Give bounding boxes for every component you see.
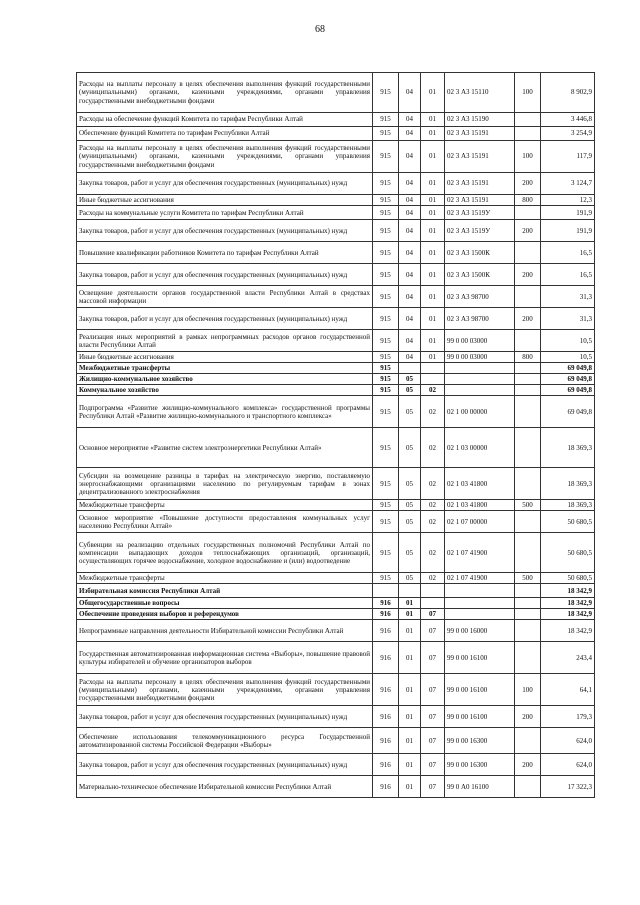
row-pr-cell: 01 xyxy=(421,308,445,330)
row-pr-cell: 02 xyxy=(421,385,445,396)
row-name-cell: Расходы на выплаты персоналу в целях обеспечения выполнения функций государственными (муниципальными) органами, казенными учреждениями, органами управления государственными внебюджетными фондами xyxy=(77,141,373,173)
row-vr-cell: 200 xyxy=(515,173,541,195)
row-name-cell: Закупка товаров, работ и услуг для обеспечения государственных (муниципальных) нужд xyxy=(77,264,373,286)
row-sum-cell: 624,0 xyxy=(541,754,595,776)
row-csr-cell: 99 0 00 03000 xyxy=(445,352,515,363)
row-rz-cell: 04 xyxy=(399,173,421,195)
row-sum-cell: 12,3 xyxy=(541,195,595,206)
row-rz-cell: 05 xyxy=(399,511,421,533)
row-pr-cell: 07 xyxy=(421,776,445,798)
budget-table-body xyxy=(77,73,595,798)
row-vr-cell xyxy=(515,113,541,127)
row-ved-cell: 915 xyxy=(373,141,399,173)
row-name-cell: Обеспечение проведения выборов и референдумов xyxy=(77,609,373,620)
row-csr-cell: 02 3 А3 15191 xyxy=(445,127,515,141)
row-vr-cell xyxy=(515,728,541,754)
row-pr-cell xyxy=(421,584,445,598)
table-row xyxy=(77,352,595,363)
row-vr-cell xyxy=(515,396,541,428)
table-row xyxy=(77,330,595,352)
row-name-cell: Повышение квалификации работников Комитета по тарифам Республики Алтай xyxy=(77,242,373,264)
row-rz-cell: 01 xyxy=(399,754,421,776)
row-name-cell: Материально-техническое обеспечение Избирательной комиссии Республики Алтай xyxy=(77,776,373,798)
row-ved-cell: 915 xyxy=(373,533,399,573)
row-rz-cell: 04 xyxy=(399,242,421,264)
row-csr-cell: 99 0 00 16300 xyxy=(445,728,515,754)
row-ved-cell: 915 xyxy=(373,573,399,584)
row-rz-cell: 01 xyxy=(399,776,421,798)
row-rz-cell: 05 xyxy=(399,573,421,584)
row-ved-cell: 916 xyxy=(373,642,399,674)
row-ved-cell: 915 xyxy=(373,127,399,141)
table-row xyxy=(77,584,595,598)
row-vr-cell xyxy=(515,468,541,500)
row-vr-cell: 200 xyxy=(515,754,541,776)
row-name-cell: Субсидии на возмещение разницы в тарифах на электрическую энергию, поставляемую энергоснабжающими организациями населению по регулируемым тарифам в зонах децентрализованного электроснабжения xyxy=(77,468,373,500)
row-sum-cell: 64,1 xyxy=(541,674,595,706)
row-sum-cell: 179,3 xyxy=(541,706,595,728)
row-vr-cell xyxy=(515,642,541,674)
row-ved-cell: 915 xyxy=(373,468,399,500)
row-ved-cell: 915 xyxy=(373,264,399,286)
row-name-cell: Закупка товаров, работ и услуг для обеспечения государственных (муниципальных) нужд xyxy=(77,173,373,195)
row-rz-cell: 04 xyxy=(399,286,421,308)
row-sum-cell: 3 254,9 xyxy=(541,127,595,141)
row-rz-cell: 05 xyxy=(399,500,421,511)
table-row xyxy=(77,468,595,500)
row-ved-cell: 915 xyxy=(373,220,399,242)
row-rz-cell: 01 xyxy=(399,728,421,754)
row-vr-cell xyxy=(515,363,541,374)
table-row xyxy=(77,500,595,511)
row-ved-cell: 915 xyxy=(373,286,399,308)
row-rz-cell: 01 xyxy=(399,642,421,674)
row-name-cell: Закупка товаров, работ и услуг для обеспечения государственных (муниципальных) нужд xyxy=(77,220,373,242)
row-rz-cell xyxy=(399,584,421,598)
table-row xyxy=(77,511,595,533)
row-vr-cell: 800 xyxy=(515,352,541,363)
row-ved-cell: 915 xyxy=(373,396,399,428)
row-ved-cell: 915 xyxy=(373,206,399,220)
table-row xyxy=(77,674,595,706)
row-pr-cell: 07 xyxy=(421,674,445,706)
row-vr-cell xyxy=(515,206,541,220)
row-ved-cell: 916 xyxy=(373,598,399,609)
row-sum-cell: 117,9 xyxy=(541,141,595,173)
row-sum-cell: 16,5 xyxy=(541,264,595,286)
row-rz-cell: 05 xyxy=(399,428,421,468)
row-vr-cell: 200 xyxy=(515,706,541,728)
table-row xyxy=(77,428,595,468)
row-rz-cell: 05 xyxy=(399,533,421,573)
row-rz-cell: 04 xyxy=(399,73,421,113)
row-sum-cell: 31,3 xyxy=(541,308,595,330)
row-name-cell: Межбюджетные трансферты xyxy=(77,363,373,374)
table-row xyxy=(77,286,595,308)
row-csr-cell: 02 3 А3 1500К xyxy=(445,264,515,286)
row-pr-cell: 01 xyxy=(421,195,445,206)
row-name-cell: Закупка товаров, работ и услуг для обеспечения государственных (муниципальных) нужд xyxy=(77,706,373,728)
row-ved-cell: 915 xyxy=(373,428,399,468)
table-row xyxy=(77,609,595,620)
row-ved-cell: 915 xyxy=(373,242,399,264)
row-vr-cell xyxy=(515,609,541,620)
row-vr-cell: 800 xyxy=(515,195,541,206)
row-pr-cell: 07 xyxy=(421,642,445,674)
table-row xyxy=(77,264,595,286)
row-sum-cell: 18 369,3 xyxy=(541,428,595,468)
row-pr-cell: 01 xyxy=(421,113,445,127)
row-sum-cell: 69 049,8 xyxy=(541,385,595,396)
table-row xyxy=(77,141,595,173)
row-rz-cell: 04 xyxy=(399,264,421,286)
row-name-cell: Освещение деятельности органов государственной власти Республики Алтай в средствах массовой информации xyxy=(77,286,373,308)
row-vr-cell xyxy=(515,242,541,264)
row-csr-cell: 99 0 00 16100 xyxy=(445,706,515,728)
row-ved-cell: 915 xyxy=(373,385,399,396)
row-vr-cell: 200 xyxy=(515,308,541,330)
row-ved-cell: 915 xyxy=(373,374,399,385)
row-vr-cell xyxy=(515,776,541,798)
table-row xyxy=(77,73,595,113)
row-csr-cell xyxy=(445,385,515,396)
row-ved-cell: 916 xyxy=(373,620,399,642)
row-pr-cell: 01 xyxy=(421,206,445,220)
row-vr-cell: 100 xyxy=(515,141,541,173)
table-row xyxy=(77,573,595,584)
row-sum-cell: 624,0 xyxy=(541,728,595,754)
row-vr-cell xyxy=(515,127,541,141)
row-csr-cell: 99 0 00 16000 xyxy=(445,620,515,642)
budget-table xyxy=(76,72,595,798)
row-ved-cell: 915 xyxy=(373,330,399,352)
row-csr-cell: 99 0 00 16100 xyxy=(445,674,515,706)
row-pr-cell: 07 xyxy=(421,728,445,754)
row-name-cell: Непрограммные направления деятельности Избирательной комиссии Республики Алтай xyxy=(77,620,373,642)
row-pr-cell xyxy=(421,374,445,385)
row-csr-cell: 02 1 03 41800 xyxy=(445,500,515,511)
row-sum-cell: 191,9 xyxy=(541,220,595,242)
table-row xyxy=(77,242,595,264)
row-sum-cell: 16,5 xyxy=(541,242,595,264)
row-csr-cell xyxy=(445,609,515,620)
row-name-cell: Реализация иных мероприятий в рамках непрограммных расходов органов государственной власти Республики Алтай xyxy=(77,330,373,352)
row-pr-cell: 01 xyxy=(421,330,445,352)
row-csr-cell: 02 1 07 41900 xyxy=(445,573,515,584)
row-sum-cell: 69 049,8 xyxy=(541,374,595,385)
row-vr-cell xyxy=(515,374,541,385)
row-rz-cell: 01 xyxy=(399,620,421,642)
row-vr-cell xyxy=(515,428,541,468)
row-pr-cell: 07 xyxy=(421,706,445,728)
row-vr-cell: 200 xyxy=(515,264,541,286)
row-csr-cell: 02 1 03 41800 xyxy=(445,468,515,500)
row-sum-cell: 50 680,5 xyxy=(541,573,595,584)
row-ved-cell: 916 xyxy=(373,609,399,620)
row-sum-cell: 3 446,8 xyxy=(541,113,595,127)
row-rz-cell: 01 xyxy=(399,674,421,706)
row-csr-cell: 02 1 07 00000 xyxy=(445,511,515,533)
row-name-cell: Избирательная комиссия Республики Алтай xyxy=(77,584,373,598)
row-sum-cell: 243,4 xyxy=(541,642,595,674)
row-ved-cell: 916 xyxy=(373,674,399,706)
row-pr-cell: 02 xyxy=(421,428,445,468)
row-csr-cell: 02 3 А3 1519У xyxy=(445,206,515,220)
row-name-cell: Коммунальное хозяйство xyxy=(77,385,373,396)
row-name-cell: Закупка товаров, работ и услуг для обеспечения государственных (муниципальных) нужд xyxy=(77,754,373,776)
row-pr-cell: 01 xyxy=(421,352,445,363)
row-rz-cell: 04 xyxy=(399,113,421,127)
row-name-cell: Общегосударственные вопросы xyxy=(77,598,373,609)
row-name-cell: Расходы на обеспечение функций Комитета по тарифам Республики Алтай xyxy=(77,113,373,127)
row-pr-cell: 02 xyxy=(421,468,445,500)
row-sum-cell: 3 124,7 xyxy=(541,173,595,195)
row-ved-cell: 915 xyxy=(373,195,399,206)
row-sum-cell: 18 342,9 xyxy=(541,598,595,609)
row-name-cell: Иные бюджетные ассигнования xyxy=(77,195,373,206)
table-row xyxy=(77,308,595,330)
row-rz-cell: 01 xyxy=(399,598,421,609)
row-rz-cell: 04 xyxy=(399,352,421,363)
row-rz-cell: 04 xyxy=(399,220,421,242)
table-row xyxy=(77,620,595,642)
row-rz-cell: 05 xyxy=(399,468,421,500)
row-vr-cell: 100 xyxy=(515,73,541,113)
row-pr-cell: 01 xyxy=(421,73,445,113)
page-number: 68 xyxy=(315,24,325,35)
row-pr-cell: 02 xyxy=(421,396,445,428)
row-vr-cell xyxy=(515,533,541,573)
row-ved-cell: 915 xyxy=(373,308,399,330)
table-row xyxy=(77,396,595,428)
row-vr-cell xyxy=(515,385,541,396)
row-pr-cell: 07 xyxy=(421,609,445,620)
row-sum-cell: 50 680,5 xyxy=(541,511,595,533)
row-rz-cell: 04 xyxy=(399,330,421,352)
row-rz-cell: 04 xyxy=(399,195,421,206)
row-rz-cell: 04 xyxy=(399,141,421,173)
table-row xyxy=(77,754,595,776)
row-csr-cell xyxy=(445,363,515,374)
row-pr-cell: 02 xyxy=(421,533,445,573)
row-name-cell: Закупка товаров, работ и услуг для обеспечения государственных (муниципальных) нужд xyxy=(77,308,373,330)
row-vr-cell xyxy=(515,511,541,533)
row-csr-cell: 02 1 00 00000 xyxy=(445,396,515,428)
row-sum-cell: 18 342,9 xyxy=(541,620,595,642)
row-name-cell: Иные бюджетные ассигнования xyxy=(77,352,373,363)
table-row xyxy=(77,374,595,385)
table-row xyxy=(77,195,595,206)
row-pr-cell: 02 xyxy=(421,511,445,533)
table-row xyxy=(77,173,595,195)
row-name-cell: Подпрограмма «Развитие жилищно-коммунального комплекса» государственной программы Республики Алтай «Развитие жилищно-коммунального и транспортного комплекса» xyxy=(77,396,373,428)
row-sum-cell: 69 049,8 xyxy=(541,363,595,374)
table-row xyxy=(77,127,595,141)
row-csr-cell: 99 0 00 16100 xyxy=(445,642,515,674)
row-ved-cell: 915 xyxy=(373,500,399,511)
row-name-cell: Основное мероприятие «Повышение доступности предоставления коммунальных услуг населению Республики Алтай» xyxy=(77,511,373,533)
row-csr-cell: 02 3 А3 15190 xyxy=(445,113,515,127)
row-sum-cell: 18 342,9 xyxy=(541,584,595,598)
row-pr-cell: 01 xyxy=(421,141,445,173)
table-row xyxy=(77,113,595,127)
row-vr-cell: 200 xyxy=(515,220,541,242)
row-rz-cell: 01 xyxy=(399,609,421,620)
row-rz-cell: 04 xyxy=(399,127,421,141)
row-csr-cell: 02 1 07 41900 xyxy=(445,533,515,573)
row-csr-cell: 02 3 А3 98700 xyxy=(445,286,515,308)
table-row xyxy=(77,363,595,374)
row-name-cell: Межбюджетные трансферты xyxy=(77,500,373,511)
row-sum-cell: 31,3 xyxy=(541,286,595,308)
row-name-cell: Обеспечение использования телекоммуникационного ресурса Государственной автоматизированной системы Российской Федерации «Выборы» xyxy=(77,728,373,754)
row-pr-cell: 02 xyxy=(421,500,445,511)
row-pr-cell: 01 xyxy=(421,242,445,264)
row-sum-cell: 8 902,9 xyxy=(541,73,595,113)
row-ved-cell: 915 xyxy=(373,352,399,363)
row-name-cell: Межбюджетные трансферты xyxy=(77,573,373,584)
table-row xyxy=(77,206,595,220)
row-csr-cell: 02 3 А3 15191 xyxy=(445,195,515,206)
table-row xyxy=(77,220,595,242)
row-sum-cell: 69 049,8 xyxy=(541,396,595,428)
row-name-cell: Расходы на коммунальные услуги Комитета по тарифам Республики Алтай xyxy=(77,206,373,220)
row-name-cell: Расходы на выплаты персоналу в целях обеспечения выполнения функций государственными (муниципальными) органами, казенными учреждениями, органами управления государственными внебюджетными фондами xyxy=(77,674,373,706)
row-ved-cell: 915 xyxy=(373,173,399,195)
row-name-cell: Государственная автоматизированная информационная система «Выборы», повышение правовой культуры избирателей и обучение организаторов выборов xyxy=(77,642,373,674)
row-pr-cell: 01 xyxy=(421,173,445,195)
row-pr-cell: 07 xyxy=(421,620,445,642)
row-vr-cell xyxy=(515,584,541,598)
table-row xyxy=(77,642,595,674)
row-sum-cell: 10,5 xyxy=(541,330,595,352)
row-vr-cell xyxy=(515,330,541,352)
row-sum-cell: 191,9 xyxy=(541,206,595,220)
table-row xyxy=(77,533,595,573)
row-rz-cell xyxy=(399,363,421,374)
row-ved-cell: 916 xyxy=(373,754,399,776)
row-vr-cell: 100 xyxy=(515,674,541,706)
row-vr-cell: 500 xyxy=(515,500,541,511)
row-sum-cell: 17 322,3 xyxy=(541,776,595,798)
row-csr-cell xyxy=(445,598,515,609)
row-pr-cell: 01 xyxy=(421,286,445,308)
row-csr-cell xyxy=(445,374,515,385)
table-row xyxy=(77,776,595,798)
row-ved-cell: 916 xyxy=(373,728,399,754)
row-rz-cell: 04 xyxy=(399,206,421,220)
row-csr-cell: 02 1 03 00000 xyxy=(445,428,515,468)
table-row xyxy=(77,728,595,754)
row-ved-cell: 916 xyxy=(373,706,399,728)
row-ved-cell: 915 xyxy=(373,511,399,533)
row-ved-cell: 915 xyxy=(373,113,399,127)
row-sum-cell: 18 369,3 xyxy=(541,500,595,511)
row-name-cell: Субвенции на реализацию отдельных государственных полномочий Республики Алтай по компенсации выпадающих доходов теплоснабжающих организаций, организаций, осуществляющих горячее водоснабжение, холодное водоснабжение и (или) водоотведение xyxy=(77,533,373,573)
row-csr-cell: 02 3 А3 1519У xyxy=(445,220,515,242)
row-name-cell: Жилищно-коммунальное хозяйство xyxy=(77,374,373,385)
row-vr-cell: 500 xyxy=(515,573,541,584)
row-name-cell: Обеспечение функций Комитета по тарифам Республики Алтай xyxy=(77,127,373,141)
row-pr-cell: 02 xyxy=(421,573,445,584)
row-csr-cell: 02 3 А3 15191 xyxy=(445,141,515,173)
row-name-cell: Расходы на выплаты персоналу в целях обеспечения выполнения функций государственными (муниципальными) органами, казенными учреждениями, органами управления государственными внебюджетными фондами xyxy=(77,73,373,113)
row-csr-cell: 99 0 А0 16100 xyxy=(445,776,515,798)
row-ved-cell: 916 xyxy=(373,776,399,798)
row-rz-cell: 04 xyxy=(399,308,421,330)
row-ved-cell: 915 xyxy=(373,363,399,374)
row-sum-cell: 18 369,3 xyxy=(541,468,595,500)
row-rz-cell: 05 xyxy=(399,385,421,396)
row-sum-cell: 50 680,5 xyxy=(541,533,595,573)
row-vr-cell xyxy=(515,620,541,642)
row-csr-cell: 02 3 А3 15191 xyxy=(445,173,515,195)
row-name-cell: Основное мероприятие «Развитие систем электроэнергетики Республики Алтай» xyxy=(77,428,373,468)
row-pr-cell xyxy=(421,363,445,374)
row-ved-cell: 915 xyxy=(373,73,399,113)
row-sum-cell: 18 342,9 xyxy=(541,609,595,620)
row-csr-cell: 02 3 А3 15110 xyxy=(445,73,515,113)
row-csr-cell: 99 0 00 03000 xyxy=(445,330,515,352)
row-rz-cell: 05 xyxy=(399,396,421,428)
row-vr-cell xyxy=(515,286,541,308)
table-row xyxy=(77,598,595,609)
table-row xyxy=(77,706,595,728)
row-rz-cell: 01 xyxy=(399,706,421,728)
row-sum-cell: 10,5 xyxy=(541,352,595,363)
row-csr-cell xyxy=(445,584,515,598)
row-csr-cell: 02 3 А3 98700 xyxy=(445,308,515,330)
row-vr-cell xyxy=(515,598,541,609)
row-pr-cell: 01 xyxy=(421,127,445,141)
row-csr-cell: 99 0 00 16300 xyxy=(445,754,515,776)
row-pr-cell xyxy=(421,598,445,609)
table-row xyxy=(77,385,595,396)
row-csr-cell: 02 3 А3 1500К xyxy=(445,242,515,264)
row-ved-cell xyxy=(373,584,399,598)
row-pr-cell: 01 xyxy=(421,264,445,286)
row-pr-cell: 01 xyxy=(421,220,445,242)
row-rz-cell: 05 xyxy=(399,374,421,385)
row-pr-cell: 07 xyxy=(421,754,445,776)
